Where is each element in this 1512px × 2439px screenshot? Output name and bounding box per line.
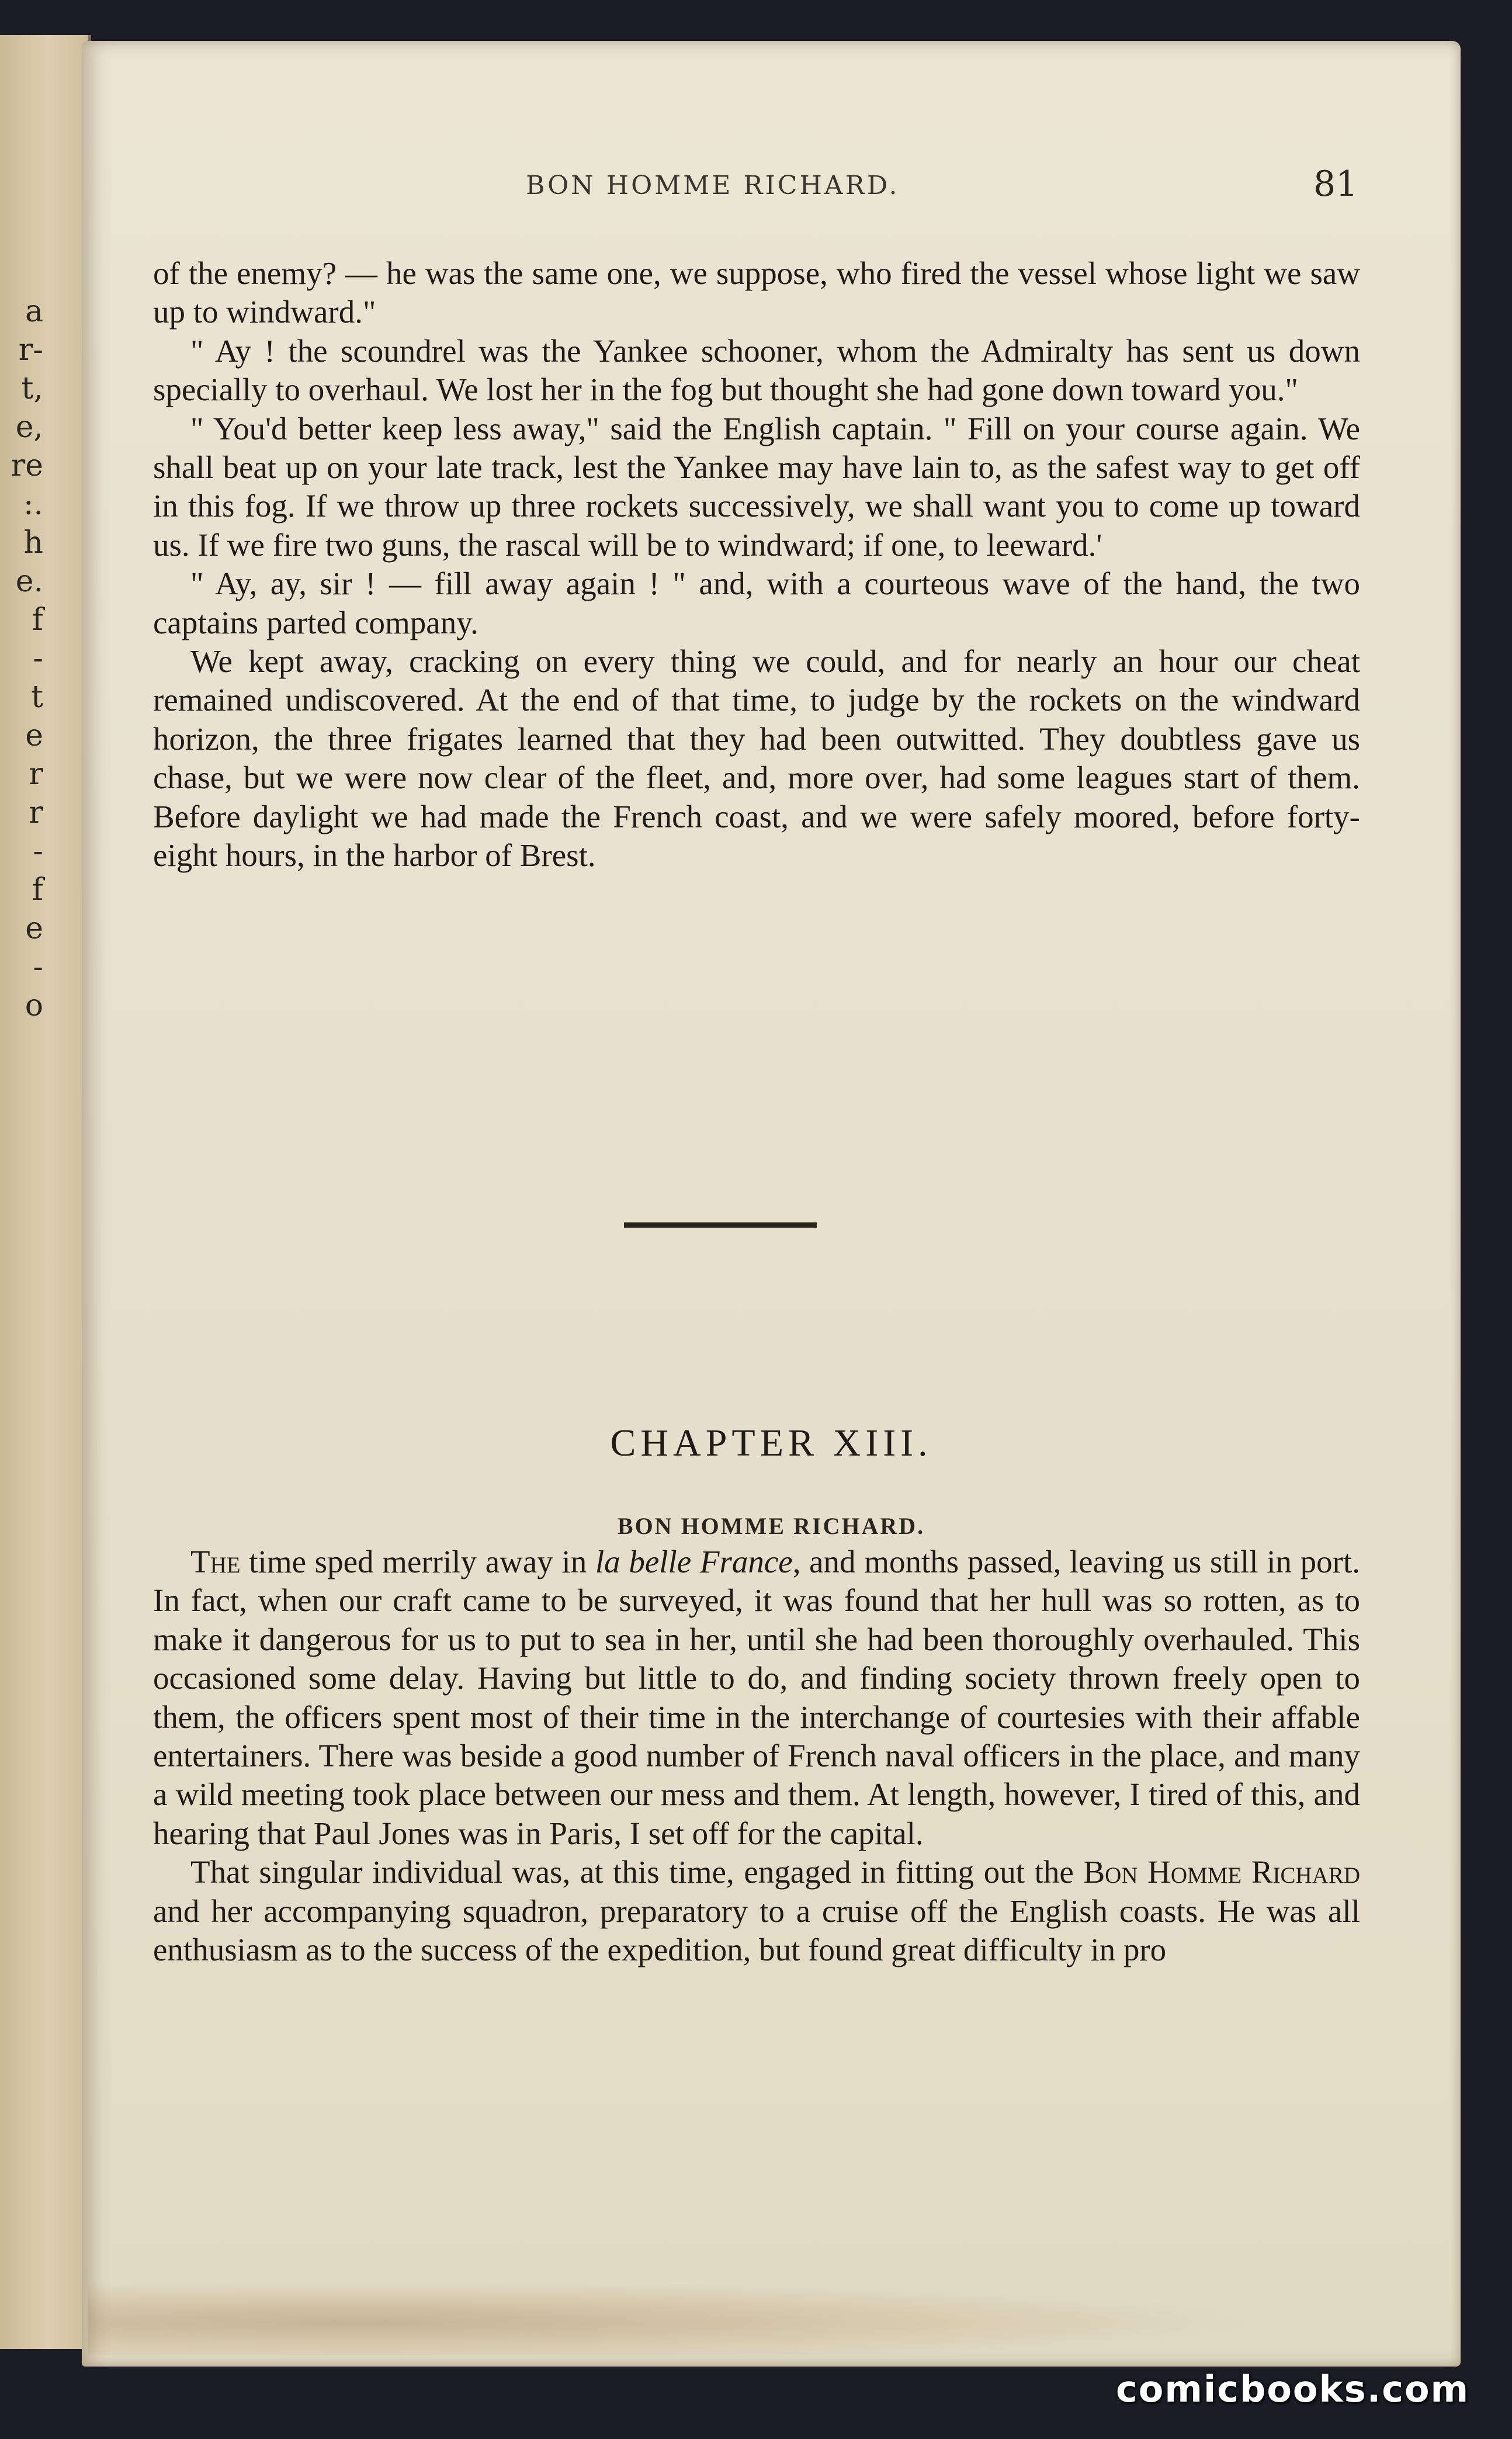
fragment: f <box>32 872 43 907</box>
facing-page-fragments <box>8 292 43 1025</box>
fragment: e. <box>15 564 43 599</box>
ship-name: Bon Homme Richard <box>1083 1854 1361 1890</box>
page-number: 81 <box>1313 164 1358 205</box>
text-run: , and months passed, leaving us still in port. In fact, when our craft came to be surveyed, it was found that her hull was so rotten, as to make it dangerous for us to put to sea in her, until she had been thoroughly overhauled. This occasioned some delay. Having but little to do, and finding society thrown freely open to them, the officers spent most of their time in the interchange of courtesies with their affable entertainers. There was beside a good number of French naval officers in the place, and many a wild meeting took place between our mess and them. At length, however, I tired of this, and hearing that Paul Jones was in Paris, I set off for the capital. <box>153 1544 1360 1851</box>
paragraph: " Ay, ay, sir ! — fill away again ! " and, with a courteous wave of the hand, the two captains parted company. <box>153 566 1360 640</box>
text-run: time sped merrily away in <box>240 1544 595 1579</box>
fragment: r <box>29 757 43 792</box>
fragment: e <box>25 911 43 946</box>
fragment: f <box>32 602 43 638</box>
lead-word: The <box>190 1544 241 1579</box>
italic-phrase: la belle France <box>595 1544 793 1579</box>
chapter-title: CHAPTER XIII. <box>610 1422 932 1464</box>
fragment: e, <box>15 410 43 445</box>
text-block-top <box>153 254 1360 875</box>
fragment: t, <box>21 371 43 406</box>
fragment: r <box>29 795 43 830</box>
text-run: and her accompanying squadron, preparatory to a cruise off the English coasts. He was all enthusiasm as to the success of the expedition, but found great difficulty in pro <box>153 1893 1360 1968</box>
section-divider <box>624 1222 817 1228</box>
paragraph: " You'd better keep less away," said the English captain. " Fill on your course again. We shall beat up on your late track, lest the Yankee may have lain to, as the safest way to get off in this fog. If we throw up three rockets successively, we shall want you to come up toward us. If we fire two guns, the rascal will be to windward; if one, to leeward.' <box>153 410 1360 563</box>
fragment: e <box>25 718 43 753</box>
site-watermark: comicbooks.com <box>1116 2368 1470 2410</box>
fragment: re <box>11 448 43 483</box>
text-block-bottom <box>153 1543 1360 1969</box>
paragraph: of the enemy? — he was the same one, we suppose, who fired the vessel whose light we saw up to windward." <box>153 255 1360 330</box>
fragment: a <box>25 294 43 329</box>
paragraph <box>153 1853 1360 1969</box>
fragment: :. <box>23 487 43 522</box>
fragment: o <box>25 988 43 1023</box>
chapter-subtitle: BON HOMME RICHARD. <box>617 1513 925 1539</box>
fragment: h <box>23 525 43 560</box>
text-run: That singular individual was, at this time, engaged in fitting out the <box>190 1854 1084 1890</box>
running-head: BON HOMME RICHARD. <box>526 171 900 200</box>
paragraph: We kept away, cracking on every thing we could, and for nearly an hour our cheat remained undiscovered. At the end of that time, to judge by the rockets on the windward horizon, the three frigates learned that they had been outwitted. They doubtless gave us chase, but we were now clear of the fleet, and, more over, had some leagues start of them. Before daylight we had made the French coast, and we were safely moored, before forty-eight hours, in the harbor of Brest. <box>153 643 1360 874</box>
book-page <box>82 41 1461 2367</box>
fragment: - <box>33 834 43 869</box>
fragment: t <box>31 680 43 715</box>
facing-page-edge <box>0 35 91 2349</box>
paragraph <box>153 1543 1360 1853</box>
fragment: - <box>33 950 43 985</box>
fragment: - <box>33 641 43 676</box>
fragment: r- <box>18 332 43 368</box>
paragraph: " Ay ! the scoundrel was the Yankee schooner, whom the Admiralty has sent us down specially to overhaul. We lost her in the fog but thought she had gone down toward you." <box>153 332 1360 408</box>
